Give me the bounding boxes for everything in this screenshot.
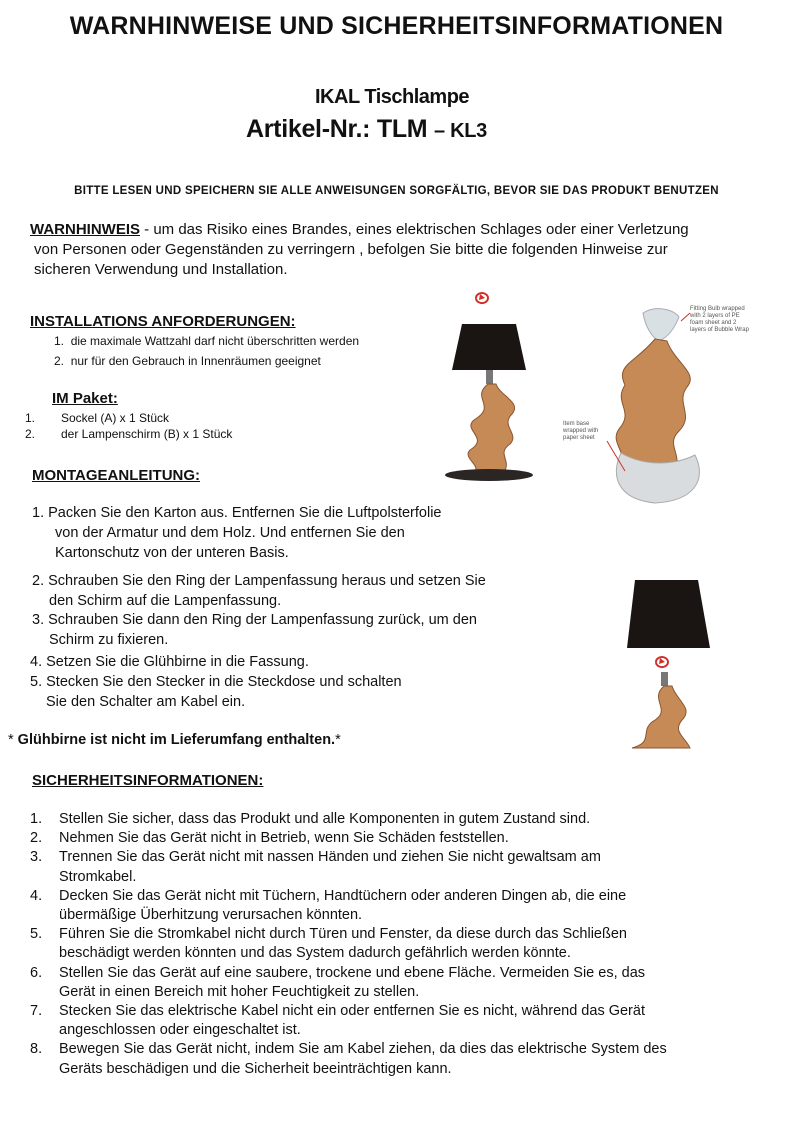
bulb-not-included-note: * Glühbirne ist nicht im Lieferumfang enthalten.* xyxy=(8,732,341,748)
lamp-shade xyxy=(452,324,526,370)
package-item-text: Sockel (A) x 1 Stück xyxy=(61,411,170,425)
package-heading: IM Paket: xyxy=(52,390,118,407)
assembly-step-2: 2. Schrauben Sie den Ring der Lampenfassung heraus und setzen Sie den Schirm auf die Lampenfassung. xyxy=(32,573,486,609)
lamp-foot xyxy=(445,469,533,481)
lamp-shade xyxy=(627,580,710,648)
safety-item-continuation: Geräts beschädigen und die Sicherheit beeinträchtigen kann. xyxy=(59,1060,452,1077)
document-title: WARNHINWEISE UND SICHERHEITSINFORMATIONEN xyxy=(69,12,724,40)
warning-text-line-3: sicheren Verwendung und Installation. xyxy=(34,261,288,278)
safety-item: 2. Nehmen Sie das Gerät nicht in Betrieb, wenn Sie Schäden feststellen. xyxy=(30,830,509,847)
safety-item: 3. Trennen Sie das Gerät nicht mit nassen Händen und ziehen Sie nicht gewaltsam am xyxy=(30,849,601,866)
assembly-heading: MONTAGEANLEITUNG: xyxy=(32,467,201,484)
installation-item: 1. die maximale Wattzahl darf nicht überschritten werden xyxy=(54,334,360,348)
installation-heading: INSTALLATIONS ANFORDERUNGEN: xyxy=(30,313,296,330)
assembly-step-4: 4. Setzen Sie die Glühbirne in die Fassung. xyxy=(30,654,309,670)
safety-item-continuation: angeschlossen oder eingeschaltet ist. xyxy=(59,1022,301,1039)
warning-paragraph xyxy=(30,220,750,280)
wood-base xyxy=(468,384,515,472)
installation-item: 2. nur für den Gebrauch in Innenräumen geeignet xyxy=(54,354,321,368)
safety-item-continuation: beschädigt werden könnten und das System dadurch gefährlich werden könnte. xyxy=(59,945,571,962)
rotate-arrow-icon xyxy=(476,293,488,303)
article-prefix: Artikel-Nr.: TLM xyxy=(246,115,428,143)
safety-item: 4. Decken Sie das Gerät nicht mit Tüchern, Handtüchern oder anderen Dingen ab, die eine xyxy=(30,887,627,904)
safety-item-continuation: Stromkabel. xyxy=(59,868,137,885)
rotate-arrow-icon xyxy=(656,657,668,667)
caption-wrapped-base: Item base wrapped with paper sheet xyxy=(563,421,599,441)
safety-list xyxy=(30,810,667,1079)
wrapped-bulb xyxy=(643,309,679,341)
safety-item: 8. Bewegen Sie das Gerät nicht, indem Sie am Kabel ziehen, da dies das elektrische System des xyxy=(30,1041,667,1058)
assembly-step-3: 3. Schrauben Sie dann den Ring der Lampenfassung zurück, um den Schirm zu fixieren. xyxy=(32,612,477,648)
article-number xyxy=(246,115,487,144)
package-item: 2. xyxy=(25,427,36,441)
product-name: IKAL Tischlampe xyxy=(315,86,470,108)
lamp-assembled-figure xyxy=(440,288,540,488)
warning-text-line-2: von Personen oder Gegenständen zu verringern , befolgen Sie bitte die folgenden Hinweise zur xyxy=(34,241,668,258)
lamp-shade-mounting-figure xyxy=(620,570,720,750)
safety-item-continuation: Gerät in einen Bereich mit hoher Feuchtigkeit zu stellen. xyxy=(59,983,420,1000)
package-item: 1. xyxy=(25,411,36,425)
safety-item: 7. Stecken Sie das elektrische Kabel nicht ein oder entfernen Sie es nicht, während das Gerät xyxy=(30,1003,645,1020)
caption-wrapped-bulb: Fitting Bulb wrapped with 2 layers of PE foam sheet and 2 layers of Bubble Wrap xyxy=(690,306,749,333)
assembly-step-1: 1. Packen Sie den Karton aus. Entfernen Sie die Luftpolsterfolie von der Armatur und dem Holz. Und entfernen Sie den Kartonschutz von der unteren Basis. xyxy=(32,505,442,561)
article-suffix: – KL3 xyxy=(433,120,487,142)
safety-item: 6. Stellen Sie das Gerät auf eine saubere, trockene und ebene Fläche. Vermeiden Sie es, das xyxy=(30,964,646,981)
safety-item: 5. Führen Sie die Stromkabel nicht durch Türen und Fenster, da diese durch das Schließen xyxy=(30,926,627,943)
safety-heading: SICHERHEITSINFORMATIONEN: xyxy=(32,772,264,789)
safety-item-continuation: übermäßige Überhitzung verursachen könnten. xyxy=(59,907,363,924)
read-instructions-notice: BITTE LESEN UND SPEICHERN SIE ALLE ANWEISUNGEN SORGFÄLTIG, BEVOR SIE DAS PRODUKT BENUTZEN xyxy=(74,185,719,197)
warning-text-line-1: - um das Risiko eines Brandes, eines elektrischen Schlages oder einer Verletzung xyxy=(140,221,689,238)
wood-base xyxy=(632,686,690,748)
package-item-text: der Lampenschirm (B) x 1 Stück xyxy=(61,427,233,441)
safety-item: 1. Stellen Sie sicher, dass das Produkt und alle Komponenten in gutem Zustand sind. xyxy=(30,811,591,827)
warning-label: WARNHINWEIS xyxy=(30,221,140,238)
assembly-step-5: 5. Stecken Sie den Stecker in die Steckdose und schalten Sie den Schalter am Kabel ein. xyxy=(30,674,402,710)
wood-trunk xyxy=(616,339,690,473)
